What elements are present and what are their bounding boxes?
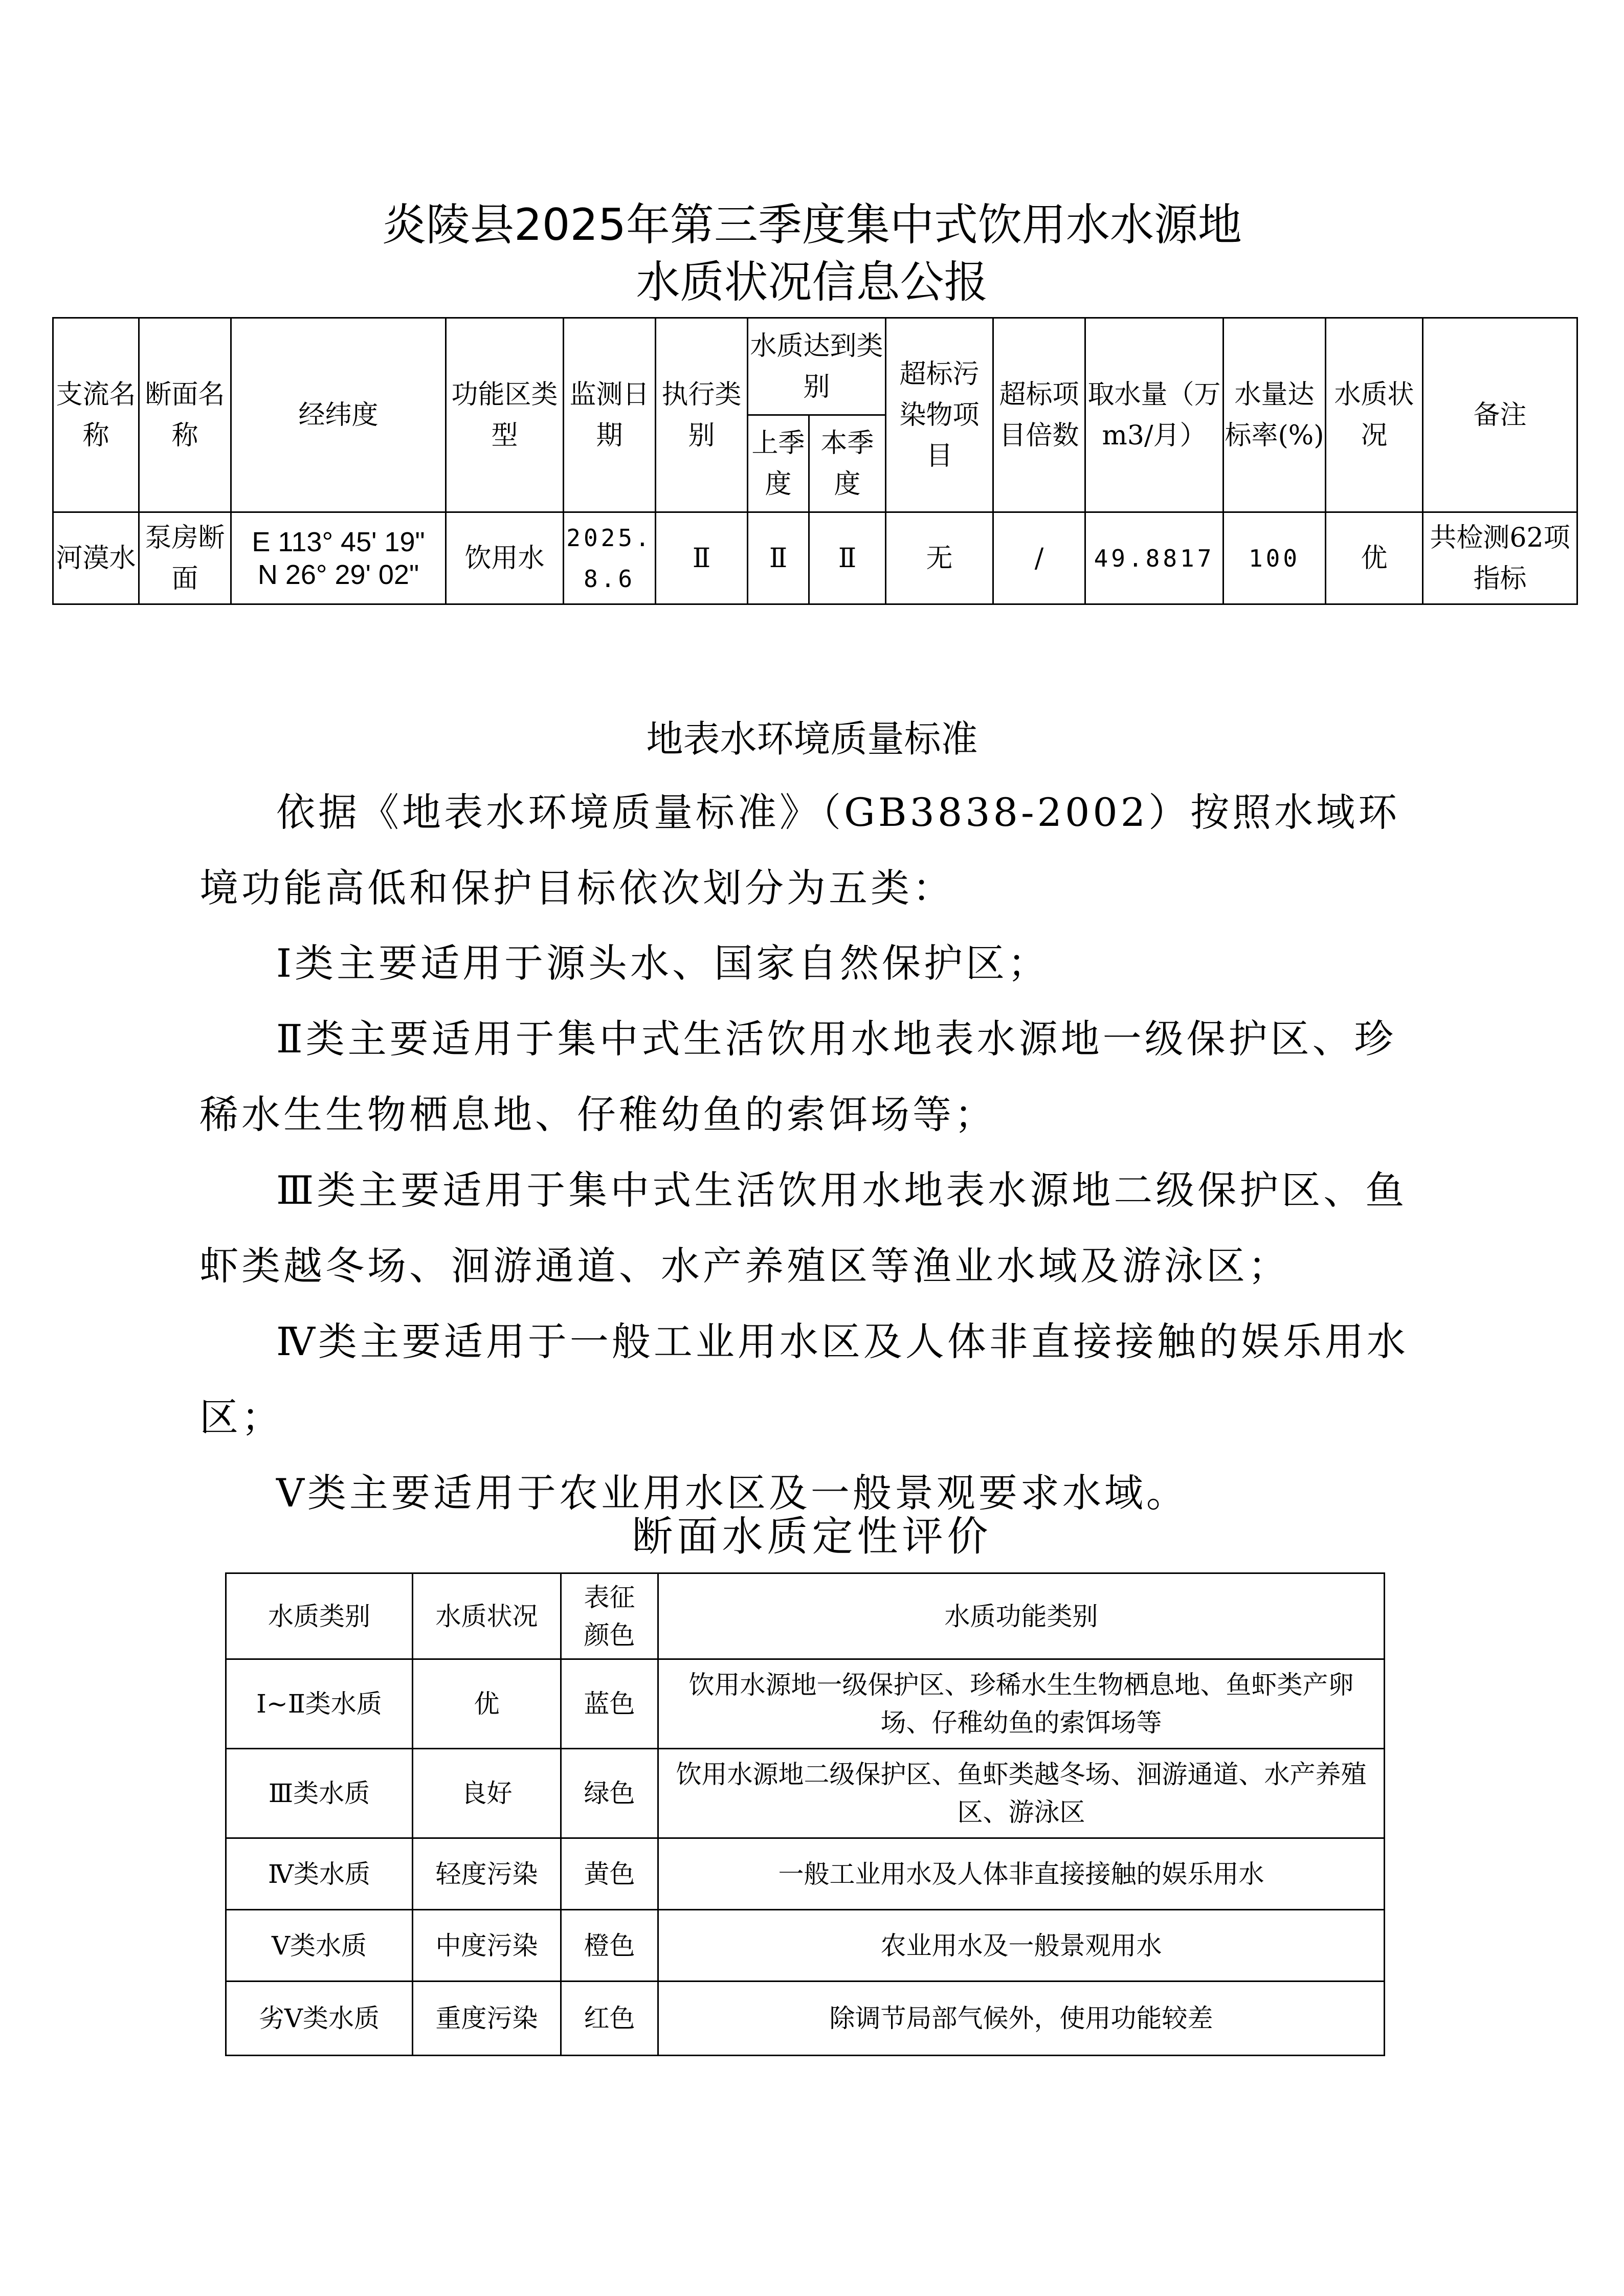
cell-status: 优 bbox=[1326, 512, 1423, 604]
eval-header-function: 水质功能类别 bbox=[658, 1573, 1385, 1659]
cell-exceed-items: 无 bbox=[886, 512, 993, 604]
header-exec-class: 执行类别 bbox=[656, 318, 748, 512]
page-title: 炎陵县2025年第三季度集中式饮用水水源地 bbox=[382, 199, 1242, 251]
eval-cell-color: 橙色 bbox=[561, 1910, 658, 1982]
standard-title: 地表水环境质量标准 bbox=[646, 717, 978, 760]
header-branch: 支流名称 bbox=[53, 318, 139, 512]
eval-cell-color: 黄色 bbox=[561, 1838, 658, 1910]
paragraph-class-4: Ⅳ类主要适用于一般工业用水区及人体非直接接触的娱乐用水区； bbox=[199, 1319, 1409, 1440]
eval-cell-function: 除调节局部气候外，使用功能较差 bbox=[658, 1982, 1385, 2056]
eval-cell-color: 蓝色 bbox=[561, 1659, 658, 1749]
header-date: 监测日期 bbox=[564, 318, 656, 512]
cell-latitude: N 26° 29' 02" bbox=[257, 559, 419, 590]
cell-longitude: E 113° 45' 19" bbox=[252, 526, 425, 557]
header-exceed-items: 超标污染物项目 bbox=[886, 318, 993, 512]
paragraph-class-5: Ⅴ类主要适用于农业用水区及一般景观要求水域。 bbox=[276, 1470, 1188, 1516]
eval-cell-color: 绿色 bbox=[561, 1749, 658, 1838]
header-coords: 经纬度 bbox=[231, 318, 446, 512]
eval-cell-status: 优 bbox=[413, 1659, 561, 1749]
eval-cell-class: Ⅰ~Ⅱ类水质 bbox=[226, 1659, 413, 1749]
cell-exceed-factor: / bbox=[993, 512, 1085, 604]
header-prev-quarter: 上季度 bbox=[748, 415, 809, 512]
eval-cell-status: 中度污染 bbox=[413, 1910, 561, 1982]
eval-cell-class: Ⅳ类水质 bbox=[226, 1838, 413, 1910]
paragraph-class-3: Ⅲ类主要适用于集中式生活饮用水地表水源地二级保护区、鱼虾类越冬场、洄游通道、水产养殖区等渔业水域及游泳区； bbox=[199, 1167, 1408, 1289]
header-status: 水质状况 bbox=[1326, 318, 1423, 512]
cell-note: 共检测62项指标 bbox=[1423, 512, 1577, 604]
header-this-quarter: 本季度 bbox=[809, 415, 886, 512]
cell-exec-class: Ⅱ bbox=[656, 512, 748, 604]
cell-this-quarter: Ⅱ bbox=[809, 512, 886, 604]
eval-cell-function: 农业用水及一般景观用水 bbox=[658, 1910, 1385, 1982]
paragraph-class-2: Ⅱ类主要适用于集中式生活饮用水地表水源地一级保护区、珍稀水生生物栖息地、仔稚幼鱼的索饵场等； bbox=[199, 1016, 1396, 1137]
eval-cell-status: 良好 bbox=[413, 1749, 561, 1838]
paragraph-class-1: Ⅰ类主要适用于源头水、国家自然保护区； bbox=[276, 940, 1050, 986]
eval-header-class: 水质类别 bbox=[226, 1573, 413, 1659]
page-subtitle: 水质状况信息公报 bbox=[636, 257, 988, 308]
header-intake: 取水量（万m3/月） bbox=[1085, 318, 1223, 512]
cell-prev-quarter: Ⅱ bbox=[748, 512, 809, 604]
header-note: 备注 bbox=[1423, 318, 1577, 512]
evaluation-table bbox=[225, 1572, 1385, 2056]
cell-section: 泵房断面 bbox=[139, 512, 231, 604]
monitoring-table bbox=[52, 317, 1578, 605]
header-reach-class: 水质达到类别 bbox=[748, 318, 886, 415]
eval-header-status: 水质状况 bbox=[413, 1573, 561, 1659]
header-zone-type: 功能区类型 bbox=[446, 318, 564, 512]
eval-cell-class: Ⅴ类水质 bbox=[226, 1910, 413, 1982]
eval-cell-color: 红色 bbox=[561, 1982, 658, 2056]
cell-rate: 100 bbox=[1223, 512, 1326, 604]
header-exceed-factor: 超标项目倍数 bbox=[993, 318, 1085, 512]
eval-cell-function: 饮用水源地二级保护区、鱼虾类越冬场、洄游通道、水产养殖区、游泳区 bbox=[658, 1749, 1385, 1838]
eval-cell-class: 劣Ⅴ类水质 bbox=[226, 1982, 413, 2056]
cell-coords bbox=[231, 512, 446, 604]
cell-branch: 河漠水 bbox=[53, 512, 139, 604]
cell-intake: 49.8817 bbox=[1085, 512, 1223, 604]
eval-cell-function: 一般工业用水及人体非直接接触的娱乐用水 bbox=[658, 1838, 1385, 1910]
header-section: 断面名称 bbox=[139, 318, 231, 512]
cell-zone-type: 饮用水 bbox=[446, 512, 564, 604]
evaluation-title: 断面水质定性评价 bbox=[632, 1513, 992, 1560]
eval-cell-status: 重度污染 bbox=[413, 1982, 561, 2056]
eval-cell-class: Ⅲ类水质 bbox=[226, 1749, 413, 1838]
header-rate: 水量达标率(%) bbox=[1223, 318, 1326, 512]
eval-cell-status: 轻度污染 bbox=[413, 1838, 561, 1910]
eval-header-color: 表征颜色 bbox=[561, 1573, 658, 1659]
paragraph-intro: 依据《地表水环境质量标准》（GB3838-2002）按照水域环境功能高低和保护目标依次划分为五类： bbox=[199, 790, 1400, 911]
eval-cell-function: 饮用水源地一级保护区、珍稀水生生物栖息地、鱼虾类产卵场、仔稚幼鱼的索饵场等 bbox=[658, 1659, 1385, 1749]
cell-date: 2025.8.6 bbox=[564, 512, 656, 604]
